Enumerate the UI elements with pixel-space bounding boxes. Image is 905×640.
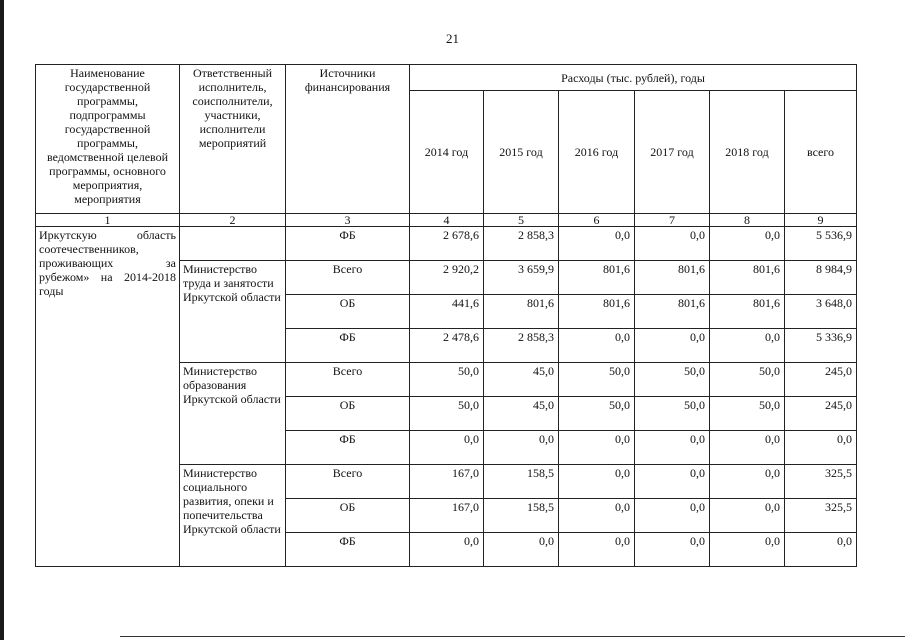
header-funding-source: Источники финансирования — [286, 65, 410, 214]
value-cell: 8 984,9 — [785, 261, 857, 295]
value-cell: 50,0 — [635, 397, 710, 431]
value-cell: 0,0 — [635, 431, 710, 465]
value-cell: 0,0 — [559, 329, 635, 363]
value-cell: 0,0 — [559, 227, 635, 261]
funding-source-cell: ОБ — [286, 295, 410, 329]
value-cell: 0,0 — [710, 465, 785, 499]
value-cell: 0,0 — [635, 227, 710, 261]
funding-source-cell: Всего — [286, 363, 410, 397]
header-executor: Ответственный исполнитель, соисполнители, участники, исполнители мероприятий — [180, 65, 286, 214]
column-index: 8 — [710, 214, 785, 227]
value-cell: 45,0 — [484, 363, 559, 397]
value-cell: 441,6 — [410, 295, 484, 329]
column-index: 3 — [286, 214, 410, 227]
value-cell: 245,0 — [785, 363, 857, 397]
page-bottom-rule — [120, 636, 905, 637]
value-cell: 0,0 — [710, 431, 785, 465]
column-index: 4 — [410, 214, 484, 227]
executor-cell: Министерство социального развития, опеки и попечительства Иркутской области — [180, 465, 286, 567]
column-index: 1 — [36, 214, 180, 227]
value-cell: 5 536,9 — [785, 227, 857, 261]
program-name-cell: Иркутскую область соотечественников, проживающих за рубежом» на 2014-2018 годы — [36, 227, 180, 567]
value-cell: 5 336,9 — [785, 329, 857, 363]
value-cell: 50,0 — [410, 397, 484, 431]
column-index: 7 — [635, 214, 710, 227]
value-cell: 0,0 — [635, 499, 710, 533]
executor-cell: Министерство образования Иркутской области — [180, 363, 286, 465]
value-cell: 0,0 — [559, 533, 635, 567]
funding-source-cell: Всего — [286, 465, 410, 499]
value-cell: 0,0 — [785, 431, 857, 465]
value-cell: 3 648,0 — [785, 295, 857, 329]
value-cell: 0,0 — [410, 533, 484, 567]
value-cell: 2 478,6 — [410, 329, 484, 363]
value-cell: 167,0 — [410, 465, 484, 499]
value-cell: 0,0 — [635, 329, 710, 363]
value-cell: 3 659,9 — [484, 261, 559, 295]
column-index: 5 — [484, 214, 559, 227]
funding-source-cell: ФБ — [286, 533, 410, 567]
header-year: 2017 год — [635, 91, 710, 214]
funding-source-cell: ФБ — [286, 329, 410, 363]
value-cell: 50,0 — [559, 397, 635, 431]
value-cell: 158,5 — [484, 499, 559, 533]
value-cell: 801,6 — [635, 295, 710, 329]
value-cell: 0,0 — [484, 533, 559, 567]
header-year: 2018 год — [710, 91, 785, 214]
value-cell: 50,0 — [635, 363, 710, 397]
header-year: 2016 год — [559, 91, 635, 214]
page-number: 21 — [446, 31, 459, 46]
header-row — [36, 65, 857, 91]
budget-table — [35, 64, 857, 567]
value-cell: 158,5 — [484, 465, 559, 499]
funding-source-cell: ФБ — [286, 431, 410, 465]
value-cell: 2 678,6 — [410, 227, 484, 261]
table-row — [36, 227, 857, 261]
value-cell: 0,0 — [635, 533, 710, 567]
header-total: всего — [785, 91, 857, 214]
scan-edge — [0, 0, 4, 640]
value-cell: 801,6 — [559, 261, 635, 295]
value-cell: 801,6 — [635, 261, 710, 295]
value-cell: 0,0 — [484, 431, 559, 465]
value-cell: 0,0 — [785, 533, 857, 567]
funding-source-cell: Всего — [286, 261, 410, 295]
value-cell: 0,0 — [710, 227, 785, 261]
header-program-name: Наименование государственной программы, подпрограммы государственной программы, ведомственной целевой программы, основного мероприятия, мероприятия — [36, 65, 180, 214]
value-cell: 45,0 — [484, 397, 559, 431]
value-cell: 801,6 — [559, 295, 635, 329]
funding-source-cell: ФБ — [286, 227, 410, 261]
value-cell: 2 920,2 — [410, 261, 484, 295]
value-cell: 2 858,3 — [484, 227, 559, 261]
value-cell: 325,5 — [785, 465, 857, 499]
value-cell: 50,0 — [410, 363, 484, 397]
header-year: 2015 год — [484, 91, 559, 214]
value-cell: 0,0 — [559, 431, 635, 465]
value-cell: 167,0 — [410, 499, 484, 533]
value-cell: 0,0 — [710, 499, 785, 533]
header-expenses: Расходы (тыс. рублей), годы — [410, 65, 857, 91]
column-index: 2 — [180, 214, 286, 227]
funding-source-cell: ОБ — [286, 499, 410, 533]
value-cell: 50,0 — [710, 397, 785, 431]
executor-cell-empty — [180, 227, 286, 261]
value-cell: 0,0 — [410, 431, 484, 465]
value-cell: 325,5 — [785, 499, 857, 533]
value-cell: 801,6 — [710, 295, 785, 329]
value-cell: 0,0 — [635, 465, 710, 499]
value-cell: 245,0 — [785, 397, 857, 431]
value-cell: 801,6 — [484, 295, 559, 329]
funding-source-cell: ОБ — [286, 397, 410, 431]
value-cell: 0,0 — [710, 533, 785, 567]
value-cell: 0,0 — [559, 465, 635, 499]
executor-cell: Министерство труда и занятости Иркутской области — [180, 261, 286, 363]
value-cell: 0,0 — [710, 329, 785, 363]
header-year: 2014 год — [410, 91, 484, 214]
column-index-row — [36, 214, 857, 227]
column-index: 6 — [559, 214, 635, 227]
value-cell: 801,6 — [710, 261, 785, 295]
column-index: 9 — [785, 214, 857, 227]
value-cell: 2 858,3 — [484, 329, 559, 363]
value-cell: 50,0 — [710, 363, 785, 397]
value-cell: 0,0 — [559, 499, 635, 533]
value-cell: 50,0 — [559, 363, 635, 397]
